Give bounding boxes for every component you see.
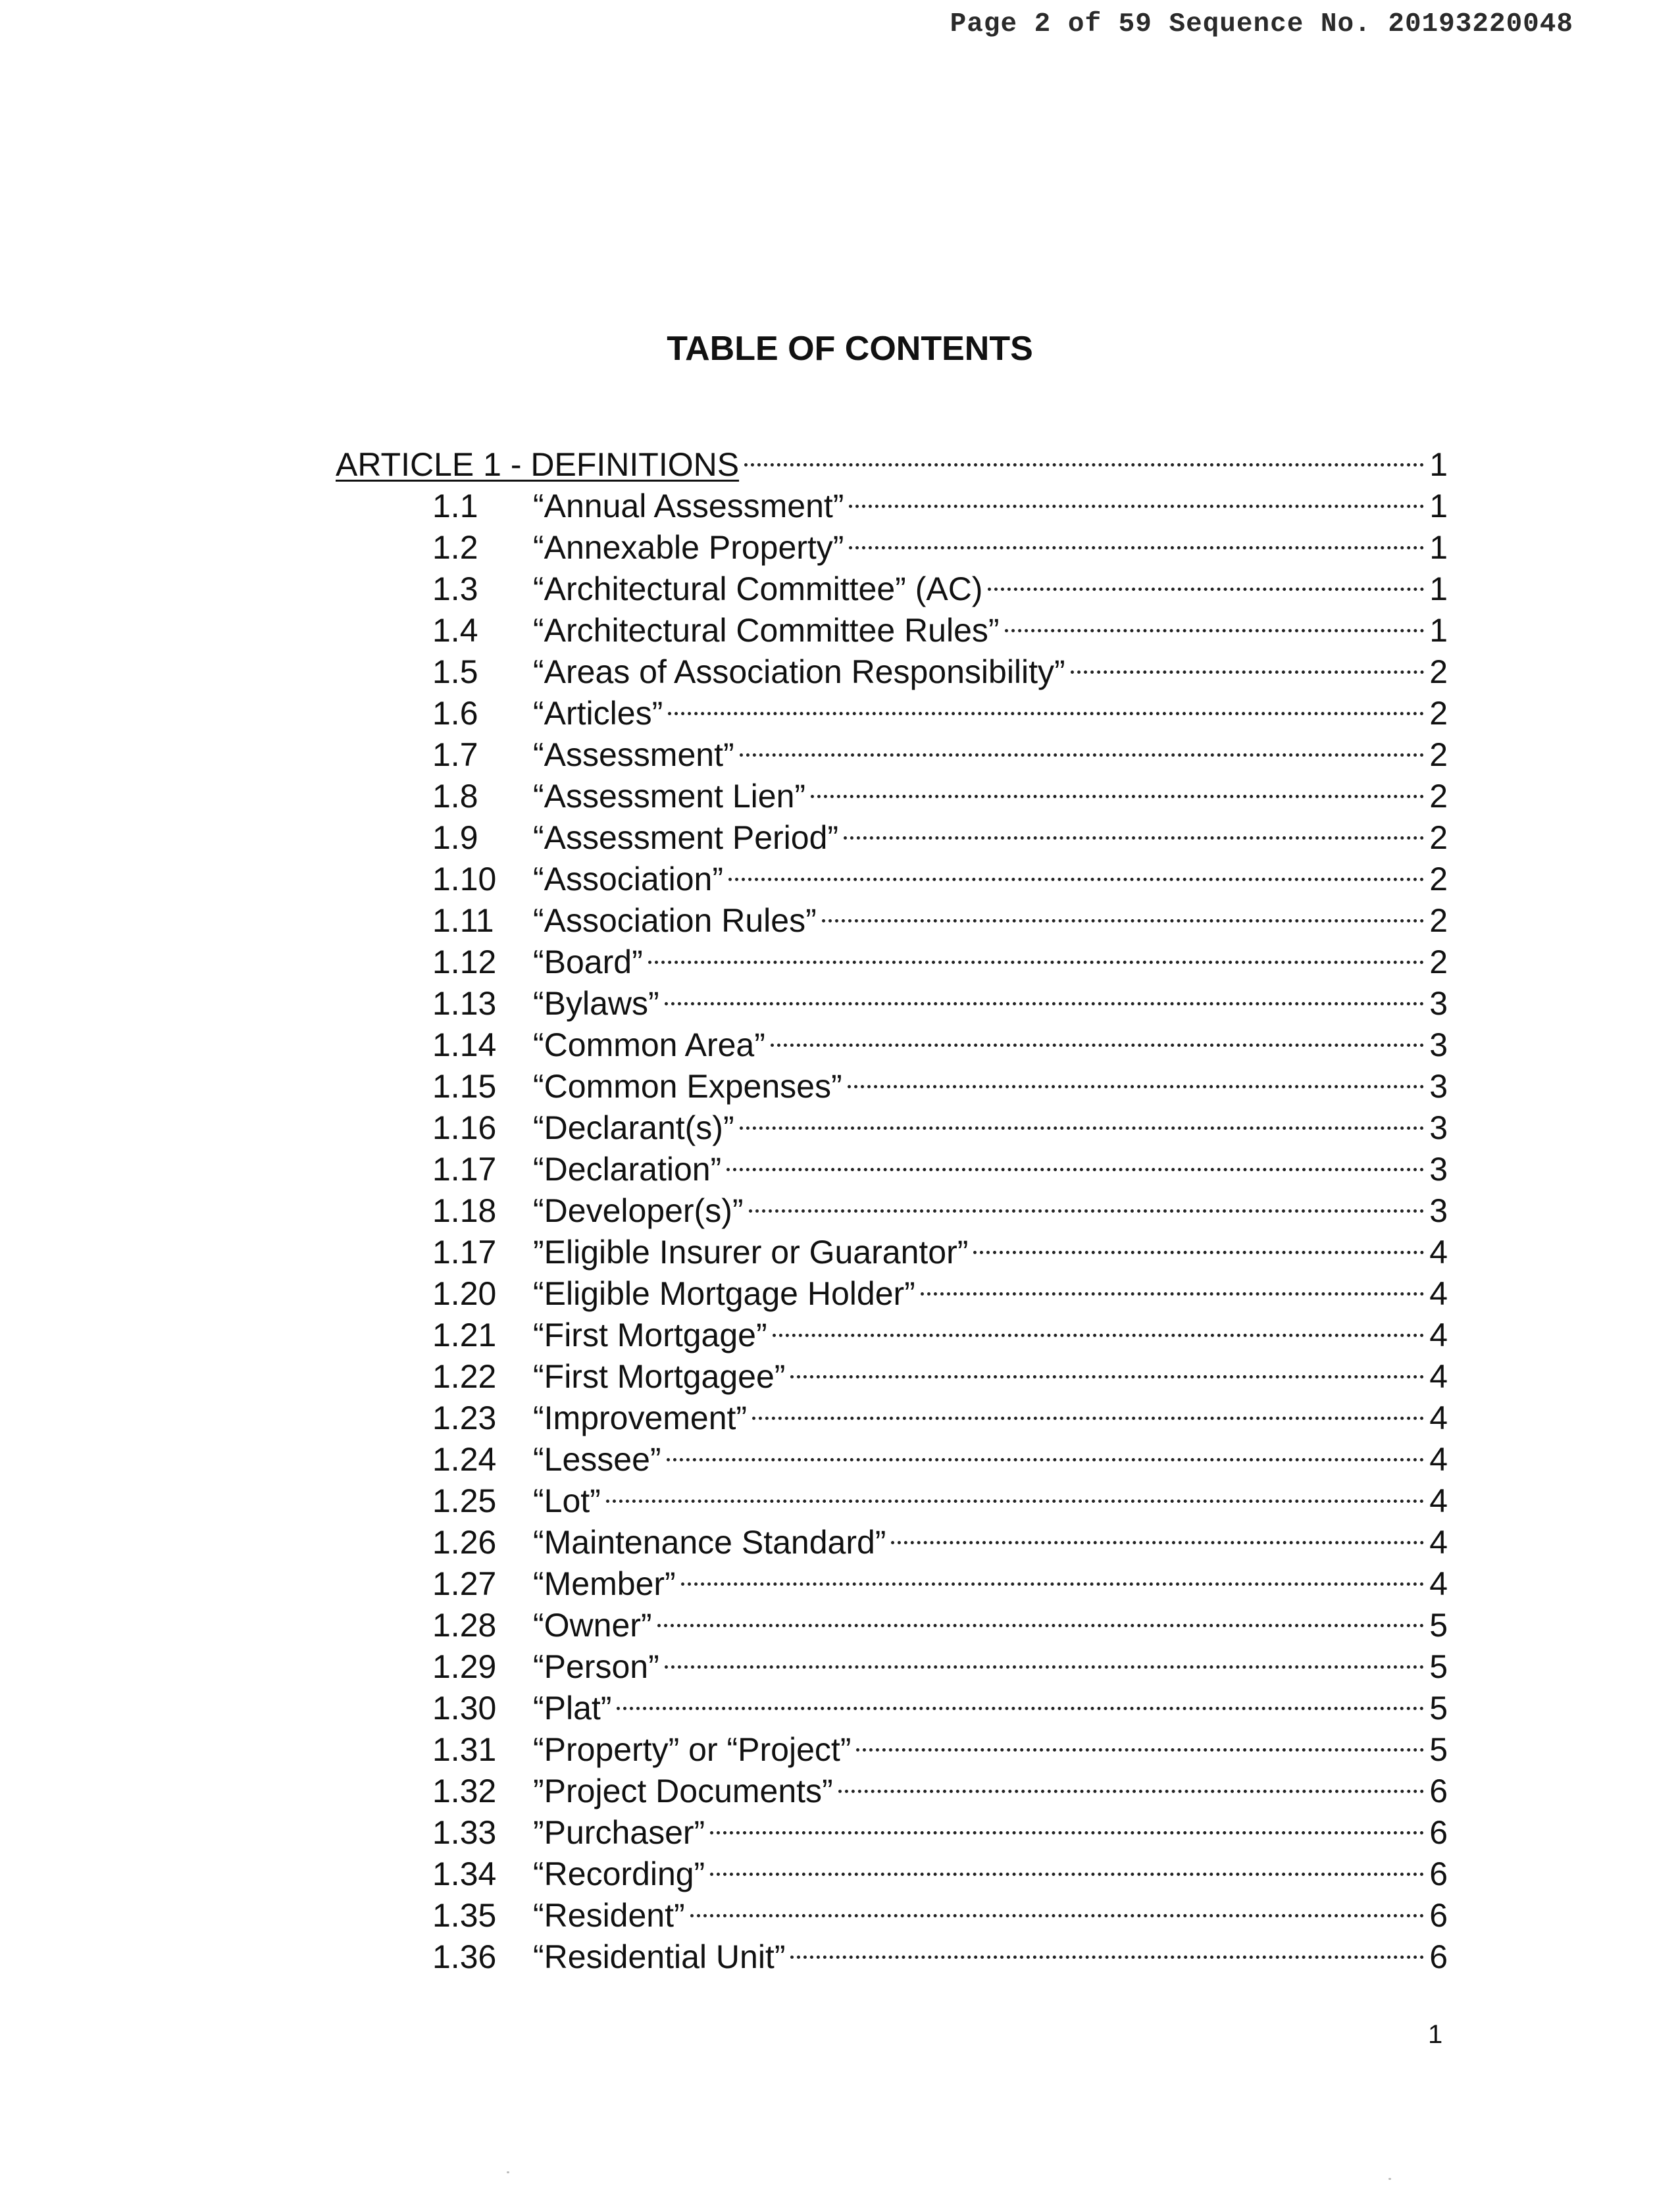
entry-label: “Member” (533, 1565, 676, 1602)
entry-label: “Association Rules” (533, 902, 817, 939)
entry-page: 6 (1429, 1773, 1448, 1809)
entry-number: 1.20 (432, 1275, 497, 1312)
entry-label: “Annexable Property” (533, 529, 844, 566)
entry-number: 1.6 (432, 695, 478, 732)
entry-number: 1.3 (432, 570, 478, 607)
entry-page: 2 (1429, 695, 1448, 732)
entry-label: “Property” or “Project” (533, 1731, 852, 1768)
entry-label: “Improvement” (533, 1400, 748, 1436)
entry-number: 1.21 (432, 1317, 497, 1353)
entry-page: 2 (1429, 944, 1448, 980)
toc-article-row (336, 434, 1448, 483)
dot-leader (790, 1927, 1424, 1968)
entry-label: “Resident” (533, 1897, 685, 1934)
entry-page: 6 (1429, 1856, 1448, 1892)
entry-page: 4 (1429, 1565, 1448, 1602)
entry-label: “First Mortgagee” (533, 1358, 786, 1395)
entry-label: “Declaration” (533, 1151, 722, 1188)
dot-leader (848, 1056, 1424, 1098)
table-of-contents (336, 434, 1448, 1975)
dot-leader (726, 1139, 1424, 1180)
entry-number: 1.12 (432, 944, 497, 980)
dot-leader (710, 1802, 1424, 1844)
entry-page: 2 (1429, 778, 1448, 815)
entry-page: 4 (1429, 1400, 1448, 1436)
entry-page: 6 (1429, 1814, 1448, 1851)
entry-number: 1.15 (432, 1068, 497, 1105)
entry-page: 4 (1429, 1358, 1448, 1395)
page-number: 1 (1428, 2020, 1443, 2049)
entry-number: 1.22 (432, 1358, 497, 1395)
entry-number: 1.23 (432, 1400, 497, 1436)
entry-number: 1.30 (432, 1690, 497, 1727)
dot-leader (681, 1553, 1424, 1595)
entry-page: 4 (1429, 1482, 1448, 1519)
scan-speck (507, 2171, 509, 2173)
entry-number: 1.8 (432, 778, 478, 815)
entry-label: “Plat” (533, 1690, 612, 1727)
entry-number: 1.27 (432, 1565, 497, 1602)
dot-leader (606, 1471, 1424, 1512)
entry-number: 1.25 (432, 1482, 497, 1519)
dot-leader (752, 1388, 1424, 1429)
entry-page: 2 (1429, 653, 1448, 690)
entry-number: 1.32 (432, 1773, 497, 1809)
entry-number: 1.26 (432, 1524, 497, 1561)
dot-leader (773, 1305, 1424, 1346)
entry-number: 1.18 (432, 1192, 497, 1229)
entry-number: 1.31 (432, 1731, 497, 1768)
entry-page: 5 (1429, 1690, 1448, 1727)
entry-page: 3 (1429, 1192, 1448, 1229)
dot-leader (973, 1222, 1424, 1263)
entry-label: “Architectural Committee Rules” (533, 612, 1000, 649)
dot-leader (891, 1512, 1424, 1553)
dot-leader (849, 476, 1424, 517)
entry-label: “Eligible Mortgage Holder” (533, 1275, 915, 1312)
dot-leader (665, 1636, 1424, 1678)
entry-number: 1.29 (432, 1648, 497, 1685)
entry-number: 1.5 (432, 653, 478, 690)
entry-label: “Developer(s)” (533, 1192, 744, 1229)
entry-page: 2 (1429, 902, 1448, 939)
entry-label: “Board” (533, 944, 643, 980)
dot-leader (1071, 642, 1424, 683)
entry-number: 1.4 (432, 612, 478, 649)
entry-number: 1.11 (432, 902, 494, 939)
entry-page: 4 (1429, 1234, 1448, 1271)
entry-number: 1.9 (432, 819, 478, 856)
entry-label: ”Project Documents” (533, 1773, 833, 1809)
entry-page: 3 (1429, 1026, 1448, 1063)
entry-page: 4 (1429, 1317, 1448, 1353)
dot-leader (856, 1719, 1424, 1761)
entry-number: 1.7 (432, 736, 478, 773)
entry-number: 1.2 (432, 529, 478, 566)
entry-label: “Bylaws” (533, 985, 659, 1022)
entry-page: 5 (1429, 1731, 1448, 1768)
dot-leader (740, 1098, 1424, 1139)
entry-page: 4 (1429, 1441, 1448, 1478)
entry-label: “Common Expenses” (533, 1068, 842, 1105)
entry-number: 1.36 (432, 1938, 497, 1975)
toc-title: TABLE OF CONTENTS (667, 330, 1033, 368)
entry-page: 3 (1429, 985, 1448, 1022)
entry-label: “Lessee” (533, 1441, 661, 1478)
entry-label: “Assessment Lien” (533, 778, 806, 815)
entry-label: “Articles” (533, 695, 663, 732)
entry-label: ”Eligible Insurer or Guarantor” (533, 1234, 969, 1271)
entry-label: “Annual Assessment” (533, 488, 844, 524)
scan-speck (1388, 2178, 1391, 2180)
entry-page: 3 (1429, 1109, 1448, 1146)
entry-number: 1.35 (432, 1897, 497, 1934)
article-page: 1 (1429, 446, 1448, 483)
dot-leader (710, 1844, 1424, 1885)
dot-leader (822, 890, 1424, 932)
entry-page: 2 (1429, 736, 1448, 773)
entry-page: 3 (1429, 1151, 1448, 1188)
dot-leader (921, 1263, 1424, 1305)
entry-label: “Owner” (533, 1607, 652, 1644)
entry-label: “Lot” (533, 1482, 601, 1519)
entry-page: 3 (1429, 1068, 1448, 1105)
entry-label: “Areas of Association Responsibility” (533, 653, 1065, 690)
entry-page: 4 (1429, 1524, 1448, 1561)
entry-label: “First Mortgage” (533, 1317, 767, 1353)
toc-entries (336, 476, 1448, 1975)
entry-number: 1.1 (432, 488, 478, 524)
entry-label: “Association” (533, 861, 723, 897)
entry-number: 1.17 (432, 1234, 497, 1271)
entry-page: 4 (1429, 1275, 1448, 1312)
entry-page: 1 (1429, 570, 1448, 607)
dot-leader (648, 932, 1424, 973)
dot-leader (749, 1180, 1424, 1222)
dot-leader (771, 1015, 1424, 1056)
entry-page: 6 (1429, 1938, 1448, 1975)
entry-label: “Residential Unit” (533, 1938, 786, 1975)
entry-page: 2 (1429, 819, 1448, 856)
dot-leader (811, 766, 1424, 807)
dot-leader (617, 1678, 1424, 1719)
entry-page: 1 (1429, 488, 1448, 524)
entry-page: 1 (1429, 612, 1448, 649)
dot-leader (740, 724, 1424, 766)
dot-leader (988, 559, 1424, 600)
entry-number: 1.33 (432, 1814, 497, 1851)
entry-number: 1.14 (432, 1026, 497, 1063)
dot-leader (790, 1346, 1424, 1388)
dot-leader (657, 1595, 1424, 1636)
dot-leader (844, 807, 1424, 849)
entry-number: 1.34 (432, 1856, 497, 1892)
entry-number: 1.17 (432, 1151, 497, 1188)
entry-number: 1.16 (432, 1109, 497, 1146)
dot-leader (728, 849, 1424, 890)
dot-leader (665, 973, 1424, 1015)
article-label: ARTICLE 1 - DEFINITIONS (336, 446, 740, 483)
dot-leader (690, 1885, 1424, 1927)
entry-label: ”Purchaser” (533, 1814, 705, 1851)
entry-label: “Common Area” (533, 1026, 765, 1063)
entry-number: 1.28 (432, 1607, 497, 1644)
entry-label: “Recording” (533, 1856, 705, 1892)
entry-page: 2 (1429, 861, 1448, 897)
entry-label: “Person” (533, 1648, 659, 1685)
entry-label: “Architectural Committee” (AC) (533, 570, 983, 607)
entry-number: 1.10 (432, 861, 497, 897)
entry-label: “Assessment” (533, 736, 734, 773)
dot-leader (668, 683, 1424, 724)
entry-number: 1.13 (432, 985, 497, 1022)
dot-leader (744, 434, 1424, 476)
entry-page: 1 (1429, 529, 1448, 566)
entry-page: 5 (1429, 1648, 1448, 1685)
dot-leader (849, 517, 1424, 559)
dot-leader (1005, 600, 1424, 642)
entry-page: 6 (1429, 1897, 1448, 1934)
entry-page: 5 (1429, 1607, 1448, 1644)
entry-label: “Assessment Period” (533, 819, 839, 856)
entry-label: “Declarant(s)” (533, 1109, 734, 1146)
entry-label: “Maintenance Standard” (533, 1524, 886, 1561)
dot-leader (667, 1429, 1424, 1471)
dot-leader (838, 1761, 1424, 1802)
entry-number: 1.24 (432, 1441, 497, 1478)
page-sequence-header: Page 2 of 59 Sequence No. 20193220048 (950, 9, 1573, 39)
